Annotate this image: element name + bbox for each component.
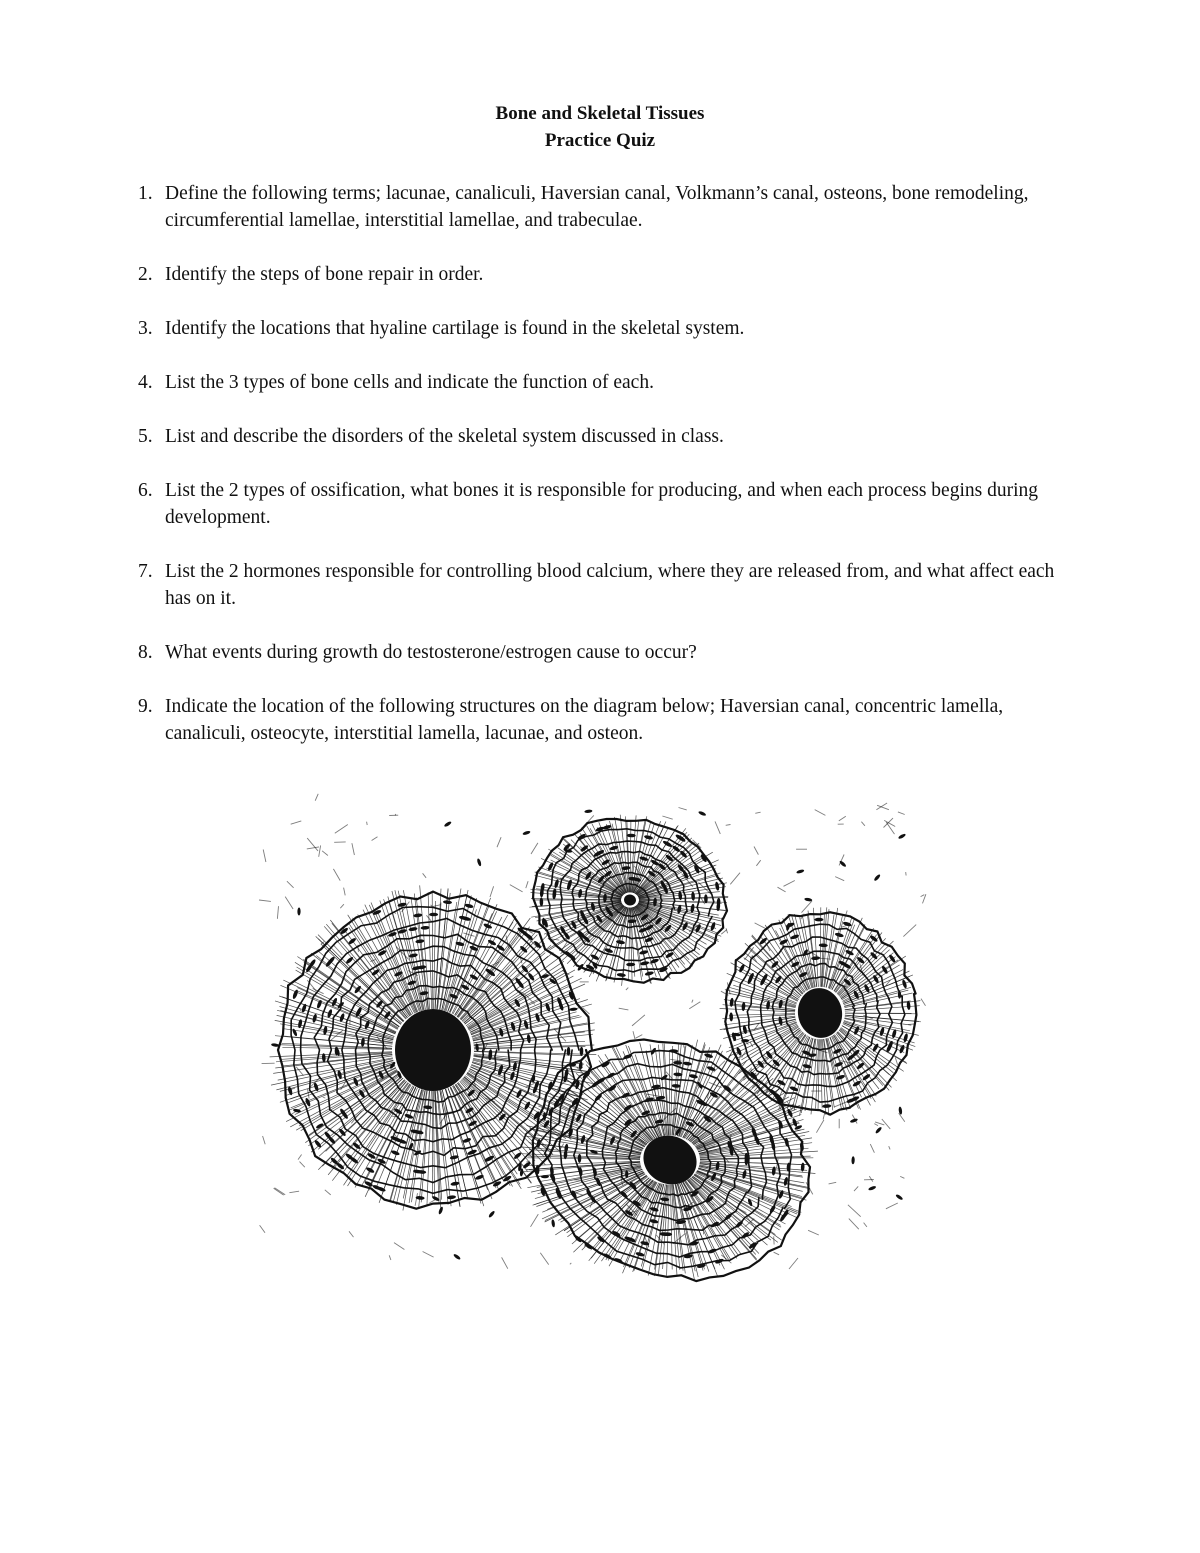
canaliculus-line xyxy=(559,905,623,951)
canaliculus-line xyxy=(669,1050,670,1135)
interstitial-lamella-stroke xyxy=(527,996,535,1004)
interstitial-lamella-stroke xyxy=(325,1190,331,1195)
interstitial-lamella-stroke xyxy=(285,897,293,909)
lacuna-mark xyxy=(669,1049,678,1053)
lacuna-mark xyxy=(691,892,695,901)
interstitial-lamella-stroke xyxy=(300,1162,305,1168)
interstitial-lamella-stroke xyxy=(903,925,916,937)
lacuna-mark xyxy=(413,913,422,918)
lacuna-mark xyxy=(660,1197,669,1202)
question-item xyxy=(138,558,1058,612)
interstitial-lamella-stroke xyxy=(275,1188,286,1195)
question-number: 1. xyxy=(138,183,153,204)
interstitial-lamella-stroke xyxy=(340,904,344,908)
interstitial-lamella-stroke xyxy=(540,1253,548,1265)
interstitial-lamella-stroke xyxy=(277,906,278,919)
interstitial-lamella-stroke xyxy=(633,1031,635,1039)
interstitial-lamella-stroke xyxy=(367,822,368,825)
lacuna-mark xyxy=(371,968,380,976)
lacuna-mark xyxy=(689,1074,699,1080)
canaliculus-line xyxy=(428,892,432,1009)
interstitial-lamella-stroke xyxy=(854,1186,858,1191)
osteocyte-mark xyxy=(551,1219,555,1227)
interstitial-lamella-stroke xyxy=(886,1203,898,1209)
interstitial-lamella-stroke xyxy=(322,851,328,856)
osteocyte-mark xyxy=(898,833,907,840)
osteocyte-mark xyxy=(873,874,881,882)
lacuna-mark xyxy=(640,961,650,966)
interstitial-lamella-stroke xyxy=(874,1124,878,1126)
interstitial-lamella-stroke xyxy=(870,1144,874,1153)
title-block xyxy=(0,100,1200,154)
interstitial-lamella-stroke xyxy=(900,1176,904,1178)
interstitial-lamella-stroke xyxy=(848,1205,861,1217)
question-item xyxy=(138,180,1058,234)
interstitial-lamella-stroke xyxy=(263,1136,266,1144)
question-number: 4. xyxy=(138,372,153,393)
canaliculus-line xyxy=(434,901,436,1009)
interstitial-lamella-stroke xyxy=(531,1214,539,1227)
lacuna-mark xyxy=(715,881,720,891)
interstitial-lamella-stroke xyxy=(662,816,672,819)
lacuna-mark xyxy=(617,973,626,978)
interstitial-lamella-stroke xyxy=(921,895,925,897)
interstitial-lamella-stroke xyxy=(921,999,926,1006)
interstitial-lamella-stroke xyxy=(730,873,740,885)
osteocyte-mark xyxy=(522,830,531,836)
interstitial-lamella-stroke xyxy=(816,1120,824,1133)
interstitial-lamella-stroke xyxy=(298,1155,302,1160)
interstitial-lamella-stroke xyxy=(626,988,628,990)
interstitial-lamella-stroke xyxy=(689,1002,700,1009)
interstitial-lamella-stroke xyxy=(315,794,318,801)
osteocyte-mark xyxy=(851,1156,854,1164)
interstitial-lamella-stroke xyxy=(715,821,720,834)
interstitial-lamella-stroke xyxy=(531,843,538,854)
lacuna-mark xyxy=(365,1166,375,1173)
page-title: Bone and Skeletal Tissues xyxy=(495,103,705,124)
osteocyte-mark xyxy=(476,858,482,867)
interstitial-lamella-stroke xyxy=(433,905,441,907)
lacuna-mark xyxy=(819,943,828,947)
question-text: Identify the steps of bone repair in order. xyxy=(165,264,484,285)
lacuna-mark xyxy=(408,927,417,932)
interstitial-lamella-stroke xyxy=(849,1219,859,1230)
canaliculus-line xyxy=(691,1178,768,1245)
question-text: List and describe the disorders of the skeletal system discussed in class. xyxy=(165,426,724,447)
interstitial-lamella-stroke xyxy=(287,881,294,888)
lacuna-mark xyxy=(390,1150,400,1156)
lacuna-mark xyxy=(627,834,636,838)
interstitial-lamella-stroke xyxy=(884,818,894,827)
question-number: 5. xyxy=(138,426,153,447)
osteocyte-mark xyxy=(895,1194,903,1201)
interstitial-lamella-stroke xyxy=(679,808,687,810)
lacuna-mark xyxy=(415,939,424,944)
interstitial-lamella-stroke xyxy=(636,1035,643,1039)
osteocyte-mark xyxy=(297,907,300,915)
question-text: What events during growth do testosterone/estrogen cause to occur? xyxy=(165,642,697,663)
lacuna-mark xyxy=(814,918,823,922)
interstitial-lamella-stroke xyxy=(394,1243,404,1250)
interstitial-lamella-stroke xyxy=(755,812,760,813)
interstitial-lamella-stroke xyxy=(307,847,319,849)
canaliculus-line xyxy=(779,1037,810,1110)
lacuna-mark xyxy=(348,937,357,945)
osteocyte-mark xyxy=(292,1028,298,1037)
question-number: 2. xyxy=(138,264,153,285)
compact-bone-osteon-icon xyxy=(245,785,950,1290)
lacuna-mark xyxy=(690,904,695,913)
canaliculus-line xyxy=(613,1047,658,1137)
canaliculus-line xyxy=(453,1086,510,1186)
interstitial-lamella-stroke xyxy=(839,816,846,821)
canaliculus-line xyxy=(627,821,630,892)
canaliculus-line xyxy=(824,908,837,987)
canaliculus-line xyxy=(630,821,631,892)
interstitial-lamella-stroke xyxy=(352,843,355,855)
lacuna-mark xyxy=(450,1181,459,1186)
question-text: Identify the locations that hyaline cartilage is found in the skeletal system. xyxy=(165,318,745,339)
canaliculus-line xyxy=(629,908,630,981)
lacuna-mark xyxy=(429,913,438,917)
interstitial-lamella-stroke xyxy=(570,1263,571,1264)
interstitial-lamella-stroke xyxy=(889,1146,890,1149)
question-number: 6. xyxy=(138,480,153,501)
lacuna-mark xyxy=(345,956,354,965)
interstitial-lamella-stroke xyxy=(274,1188,284,1195)
question-item xyxy=(138,261,1058,288)
lacuna-mark xyxy=(526,1034,531,1043)
lacuna-mark xyxy=(420,926,429,930)
interstitial-lamella-stroke xyxy=(529,931,533,933)
interstitial-lamella-stroke xyxy=(415,1193,417,1206)
interstitial-lamella-stroke xyxy=(335,825,348,834)
osteocyte-mark xyxy=(444,821,452,828)
lacuna-mark xyxy=(644,835,654,841)
lacuna-mark xyxy=(834,932,844,938)
lacuna-mark xyxy=(872,1043,880,1053)
interstitial-lamella-stroke xyxy=(692,1000,693,1003)
canaliculus-line xyxy=(432,1091,433,1197)
lacuna-mark xyxy=(856,956,865,964)
question-number: 9. xyxy=(138,696,153,717)
interstitial-lamella-stroke xyxy=(510,885,523,892)
lacuna-mark xyxy=(287,1086,293,1096)
interstitial-lamella-stroke xyxy=(784,881,795,887)
interstitial-lamella-stroke xyxy=(726,825,731,826)
lacuna-mark xyxy=(443,900,452,905)
question-number: 8. xyxy=(138,642,153,663)
haversian-canal-mark xyxy=(395,1009,471,1091)
lacuna-mark xyxy=(729,1012,733,1021)
lacuna-mark xyxy=(811,956,820,960)
canaliculus-line xyxy=(677,1042,705,1136)
osteocyte-mark xyxy=(453,1253,461,1260)
interstitial-lamella-stroke xyxy=(372,837,378,841)
lacuna-mark xyxy=(567,1047,571,1056)
question-number: 3. xyxy=(138,318,153,339)
question-item xyxy=(138,639,1058,666)
question-text: Define the following terms; lacunae, canaliculi, Haversian canal, Volkmann’s canal, osteons, bone remodeling, circumferential lamellae, interstitial lamellae, and trabeculae. xyxy=(165,183,1029,231)
lacuna-mark xyxy=(312,1013,318,1023)
lacuna-mark xyxy=(301,1003,307,1013)
interstitial-lamella-stroke xyxy=(619,1008,629,1010)
interstitial-lamella-stroke xyxy=(829,1182,837,1184)
interstitial-lamella-stroke xyxy=(289,1191,299,1193)
lacuna-mark xyxy=(903,1033,909,1043)
question-text: Indicate the location of the following structures on the diagram below; Haversian canal, concentric lamella, canaliculi, osteocyte, interstitial lamella, lacunae, and osteon. xyxy=(165,696,1004,744)
osteocyte-mark xyxy=(584,809,592,813)
interstitial-lamella-stroke xyxy=(861,822,865,826)
interstitial-lamella-stroke xyxy=(835,877,844,881)
canaliculus-line xyxy=(284,1029,393,1045)
interstitial-lamella-stroke xyxy=(389,1255,391,1260)
canaliculus-line xyxy=(432,892,433,1009)
lacuna-mark xyxy=(879,1027,885,1037)
interstitial-lamella-stroke xyxy=(502,1257,508,1268)
interstitial-lamella-stroke xyxy=(802,901,813,913)
canaliculus-line xyxy=(635,906,684,964)
osteocyte-mark xyxy=(875,1126,883,1134)
lacuna-mark xyxy=(327,956,336,965)
lacuna-mark xyxy=(735,1220,744,1229)
interstitial-lamella-stroke xyxy=(882,1119,890,1129)
interstitial-lamella-stroke xyxy=(323,1097,326,1098)
interstitial-lamella-stroke xyxy=(864,1223,867,1227)
interstitial-lamella-stroke xyxy=(296,1067,303,1076)
lacuna-mark xyxy=(772,1059,781,1068)
question-item xyxy=(138,423,1058,450)
interstitial-lamella-stroke xyxy=(842,926,847,928)
interstitial-lamella-stroke xyxy=(709,1082,722,1087)
interstitial-lamella-stroke xyxy=(869,1176,873,1182)
interstitial-lamella-stroke xyxy=(754,847,758,855)
lacuna-mark xyxy=(323,1026,328,1035)
lacuna-mark xyxy=(800,1142,805,1151)
interstitial-lamella-stroke xyxy=(815,810,826,816)
interstitial-lamella-stroke xyxy=(632,1015,645,1026)
interstitial-lamella-stroke xyxy=(898,812,905,815)
page-subtitle: Practice Quiz xyxy=(544,130,656,151)
interstitial-lamella-stroke xyxy=(656,1235,664,1245)
question-text: List the 2 types of ossification, what bones it is responsible for producing, and when each process begins during development. xyxy=(165,480,1038,528)
lacuna-mark xyxy=(888,954,896,963)
question-item xyxy=(138,369,1058,396)
lacuna-mark xyxy=(447,1195,456,1200)
interstitial-lamella-stroke xyxy=(490,886,494,897)
lacuna-mark xyxy=(822,1104,831,1108)
interstitial-lamella-stroke xyxy=(895,1058,897,1065)
lacuna-mark xyxy=(616,940,626,945)
osteocyte-mark xyxy=(698,810,707,816)
interstitial-lamella-stroke xyxy=(291,821,302,824)
question-item xyxy=(138,477,1058,531)
question-text: List the 2 hormones responsible for controlling blood calcium, where they are released from, and what affect each has on it. xyxy=(165,561,1055,609)
lacuna-mark xyxy=(467,1089,476,1098)
interstitial-lamella-stroke xyxy=(423,873,427,878)
haversian-canal-mark xyxy=(623,893,637,906)
osteocyte-mark xyxy=(488,1210,496,1218)
interstitial-lamella-stroke xyxy=(497,837,501,847)
lacuna-mark xyxy=(578,1154,582,1163)
question-item xyxy=(138,315,1058,342)
interstitial-lamella-stroke xyxy=(778,887,786,892)
question-list xyxy=(138,180,1058,774)
question-number: 7. xyxy=(138,561,153,582)
lacuna-mark xyxy=(594,1093,603,1102)
interstitial-lamella-stroke xyxy=(263,850,266,863)
interstitial-lamella-stroke xyxy=(526,881,528,888)
interstitial-lamella-stroke xyxy=(726,928,728,933)
osteocyte-mark xyxy=(868,1185,877,1191)
interstitial-lamella-stroke xyxy=(333,869,340,881)
interstitial-lamella-stroke xyxy=(756,860,760,866)
interstitial-lamella-stroke xyxy=(260,1225,265,1233)
interstitial-lamella-stroke xyxy=(344,888,346,896)
question-item xyxy=(138,693,1058,747)
interstitial-lamella-stroke xyxy=(259,900,271,901)
lacuna-mark xyxy=(361,1038,366,1047)
interstitial-lamella-stroke xyxy=(899,1113,905,1122)
interstitial-lamella-stroke xyxy=(808,1230,819,1235)
osteocyte-mark xyxy=(796,869,805,874)
question-text: List the 3 types of bone cells and indicate the function of each. xyxy=(165,372,654,393)
interstitial-lamella-stroke xyxy=(423,1252,434,1258)
interstitial-lamella-stroke xyxy=(789,1258,798,1269)
interstitial-lamella-stroke xyxy=(774,1252,780,1255)
lacuna-mark xyxy=(881,965,889,975)
canaliculus-line xyxy=(826,921,843,987)
interstitial-lamella-stroke xyxy=(349,1231,354,1237)
canaliculus-line xyxy=(845,1015,921,1022)
canaliculus-line xyxy=(699,1135,805,1154)
interstitial-lamella-stroke xyxy=(333,945,342,955)
